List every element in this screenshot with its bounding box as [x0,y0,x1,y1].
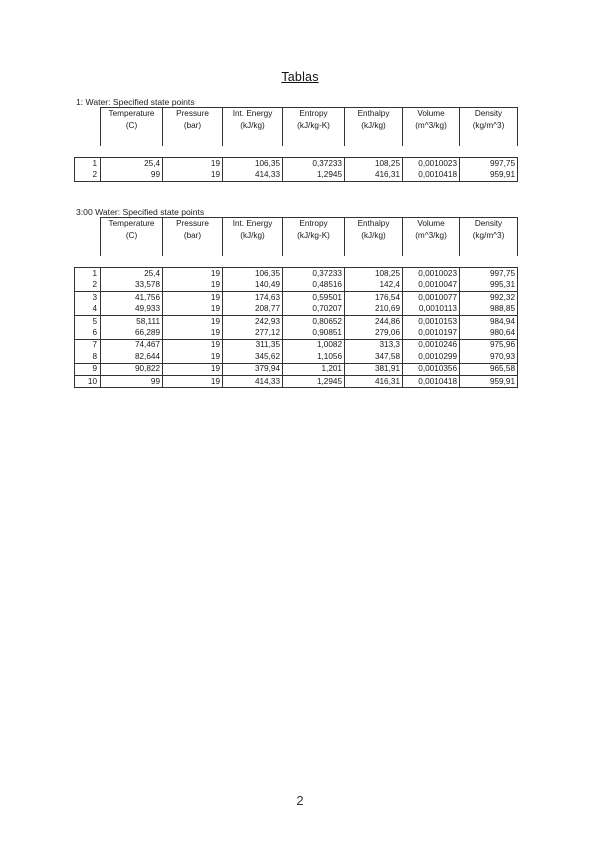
volume-cell: 0,0010418 [403,375,460,387]
energy-cell: 140,49 [223,280,283,292]
density-cell: 997,75 [460,268,518,280]
density-cell: 959,91 [460,170,518,182]
enthalpy-cell: 210,69 [345,304,403,316]
table1-header-enthalpy: Enthalpy (kJ/kg) [345,108,403,147]
entropy-cell: 1,201 [283,363,345,375]
table-row [75,327,518,339]
entropy-cell: 1,1056 [283,351,345,363]
table1-header-temperature: Temperature (C) [101,108,163,147]
table-row [75,339,518,351]
enthalpy-cell: 381,91 [345,363,403,375]
enthalpy-cell: 279,06 [345,327,403,339]
temperature-cell: 99 [101,375,163,387]
temperature-cell: 25,4 [101,158,163,170]
table-row [75,315,518,327]
enthalpy-cell: 142,4 [345,280,403,292]
pressure-cell: 19 [163,292,223,304]
density-cell: 995,31 [460,280,518,292]
table1-header-blank [75,108,101,147]
density-cell: 992,32 [460,292,518,304]
density-cell: 997,75 [460,158,518,170]
pressure-cell: 19 [163,363,223,375]
temperature-cell: 90,822 [101,363,163,375]
page-title: Tablas [281,70,319,84]
page-number: 2 [296,793,304,808]
pressure-cell: 19 [163,280,223,292]
volume-cell: 0,0010197 [403,327,460,339]
pressure-cell: 19 [163,315,223,327]
entropy-cell: 0,37233 [283,268,345,280]
pressure-cell: 19 [163,304,223,316]
volume-cell: 0,0010023 [403,268,460,280]
enthalpy-cell: 313,3 [345,339,403,351]
table1-header-energy: Int. Energy (kJ/kg) [223,108,283,147]
table-row [75,170,518,182]
entropy-cell: 0,70207 [283,304,345,316]
entropy-cell: 1,2945 [283,170,345,182]
row-index: 4 [75,304,101,316]
table-row [75,292,518,304]
enthalpy-cell: 108,25 [345,158,403,170]
temperature-cell: 66,289 [101,327,163,339]
temperature-cell: 82,644 [101,351,163,363]
table-row [75,363,518,375]
energy-cell: 174,63 [223,292,283,304]
enthalpy-cell: 416,31 [345,375,403,387]
energy-cell: 345,62 [223,351,283,363]
density-cell: 965,58 [460,363,518,375]
table-row [75,304,518,316]
table2-header-pressure: Pressure (bar) [163,218,223,257]
density-cell: 984,94 [460,315,518,327]
entropy-cell: 0,37233 [283,158,345,170]
volume-cell: 0,0010418 [403,170,460,182]
row-index: 5 [75,315,101,327]
pressure-cell: 19 [163,170,223,182]
density-cell: 959,91 [460,375,518,387]
row-index: 7 [75,339,101,351]
table2-header-enthalpy: Enthalpy (kJ/kg) [345,218,403,257]
table2-caption: 3:00 Water: Specified state points [76,207,205,217]
table2-header-row [75,218,518,257]
density-cell: 975,96 [460,339,518,351]
entropy-cell: 0,59501 [283,292,345,304]
temperature-cell: 25,4 [101,268,163,280]
table2-header-entropy: Entropy (kJ/kg-K) [283,218,345,257]
volume-cell: 0,0010113 [403,304,460,316]
enthalpy-cell: 416,31 [345,170,403,182]
entropy-cell: 0,48516 [283,280,345,292]
row-index: 10 [75,375,101,387]
volume-cell: 0,0010246 [403,339,460,351]
volume-cell: 0,0010356 [403,363,460,375]
energy-cell: 106,35 [223,158,283,170]
temperature-cell: 41,756 [101,292,163,304]
table-row [75,158,518,170]
volume-cell: 0,0010047 [403,280,460,292]
table1-header-density: Density (kg/m^3) [460,108,518,147]
table2-header-density: Density (kg/m^3) [460,218,518,257]
temperature-cell: 99 [101,170,163,182]
temperature-cell: 58,111 [101,315,163,327]
volume-cell: 0,0010153 [403,315,460,327]
volume-cell: 0,0010023 [403,158,460,170]
enthalpy-cell: 347,58 [345,351,403,363]
entropy-cell: 0,90851 [283,327,345,339]
temperature-cell: 49,933 [101,304,163,316]
pressure-cell: 19 [163,327,223,339]
row-index: 1 [75,268,101,280]
table1 [74,107,518,182]
entropy-cell: 1,2945 [283,375,345,387]
volume-cell: 0,0010077 [403,292,460,304]
row-index: 9 [75,363,101,375]
table1-header-row [75,108,518,147]
density-cell: 988,85 [460,304,518,316]
table1-header-volume: Volume (m^3/kg) [403,108,460,147]
enthalpy-cell: 176,54 [345,292,403,304]
table1-header-entropy: Entropy (kJ/kg-K) [283,108,345,147]
table2-header-blank [75,218,101,257]
temperature-cell: 74,467 [101,339,163,351]
table1-header-pressure: Pressure (bar) [163,108,223,147]
table-row [75,280,518,292]
table2-header-energy: Int. Energy (kJ/kg) [223,218,283,257]
table-row [75,268,518,280]
row-index: 1 [75,158,101,170]
energy-cell: 277,12 [223,327,283,339]
energy-cell: 106,35 [223,268,283,280]
density-cell: 970,93 [460,351,518,363]
table-row [75,375,518,387]
enthalpy-cell: 108,25 [345,268,403,280]
energy-cell: 242,93 [223,315,283,327]
table2-header-temperature: Temperature (C) [101,218,163,257]
energy-cell: 311,35 [223,339,283,351]
entropy-cell: 0,80652 [283,315,345,327]
row-index: 6 [75,327,101,339]
row-index: 8 [75,351,101,363]
table2-header-volume: Volume (m^3/kg) [403,218,460,257]
energy-cell: 414,33 [223,375,283,387]
row-index: 2 [75,170,101,182]
energy-cell: 379,94 [223,363,283,375]
entropy-cell: 1,0082 [283,339,345,351]
enthalpy-cell: 244,86 [345,315,403,327]
temperature-cell: 33,578 [101,280,163,292]
density-cell: 980,64 [460,327,518,339]
row-index: 3 [75,292,101,304]
energy-cell: 414,33 [223,170,283,182]
pressure-cell: 19 [163,375,223,387]
pressure-cell: 19 [163,351,223,363]
pressure-cell: 19 [163,268,223,280]
energy-cell: 208,77 [223,304,283,316]
row-index: 2 [75,280,101,292]
table-row [75,351,518,363]
table1-caption: 1: Water: Specified state points [76,97,195,107]
pressure-cell: 19 [163,158,223,170]
table2 [74,217,518,388]
volume-cell: 0,0010299 [403,351,460,363]
pressure-cell: 19 [163,339,223,351]
